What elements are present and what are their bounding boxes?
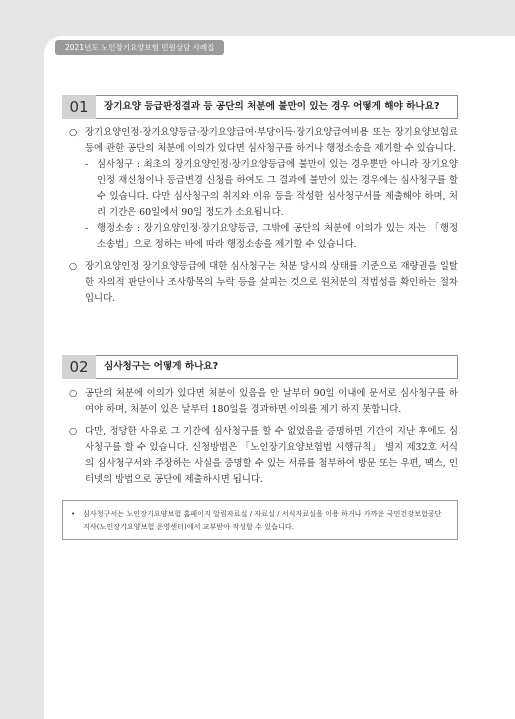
dash-bullet: - — [85, 223, 89, 234]
paragraph-text: 장기요양인정·장기요양등급·장기요양급여·부당이득·장기요양급여비용 또는 장기요양보험료 등에 관한 공단의 처분에 이의가 있다면 심사청구를 하거나 행정소송을 제기할 수 있습니다. — [85, 127, 458, 154]
note-text: 심사청구서는 노인장기요양보험 홈페이지 알림자료실 / 자료실 / 서식자료실을 이용 하거나 가까운 국민건강보험공단 지사(노인장기요양보험 운영센터)에서 교부받아 작성할 수 있습니다. — [83, 509, 442, 531]
circle-bullet: ○ — [69, 388, 78, 399]
paragraph-text: 공단의 처분에 이의가 있다면 처분이 있음을 안 날부터 90일 이내에 문서로 심사청구를 하여야 하며, 처분이 있은 날부터 180일을 경과하면 이의를 제기 하지 못합니다. — [85, 388, 458, 415]
paragraph-text: 장기요양인정 장기요양등급에 대한 심사청구는 처분 당시의 상태를 기준으로 재량권을 일탈한 자의적 판단이나 조사항목의 누락 등을 살피는 것으로 원처분의 적법성을 확인하는 절차입니다. — [85, 261, 458, 304]
question-number: 01 — [62, 95, 96, 119]
question-header-02 — [62, 355, 458, 379]
question-title: 장기요양 등급판정결과 등 공단의 처분에 불만이 있는 경우 어떻게 해야 하나요? — [96, 95, 458, 119]
answer-block-02 — [66, 386, 458, 488]
sub-item-text: 행정소송 : 장기요양인정·장기요양등급, 그밖에 공단의 처분에 이의가 있는 자는 「행정소송법」으로 정하는 바에 따라 행정소송을 제기할 수 있습니다. — [97, 223, 458, 250]
answer-paragraph — [66, 259, 458, 307]
question-number: 02 — [62, 355, 96, 379]
dash-bullet: - — [85, 159, 89, 170]
note-box — [62, 500, 458, 540]
answer-paragraph — [66, 424, 458, 488]
circle-bullet: ○ — [69, 261, 78, 272]
sub-item-text: 심사청구 : 최초의 장기요양인정·장기요양등급에 불만이 있는 경우뿐만 아니라 장기요양인정 재신청이나 등급변경 신청을 하여도 그 결과에 불만이 있는 경우에는 심사청구를 할 수 있습니다. 다만 심사청구의 취지와 이유 등을 작성한 심사청구서를 제출해야 하며, 처리 기간은 60일에서 90일 정도가 소요됩니다. — [97, 159, 458, 218]
note-bullet: • — [71, 509, 76, 518]
answer-paragraph — [66, 125, 458, 157]
paragraph-text: 다만, 정당한 사유로 그 기간에 심사청구를 할 수 없었음을 증명하면 기간이 지난 후에도 심사청구를 할 수 있습니다. 신청방법은 「노인장기요양보험법 시행규칙」 별지 제32호 서식의 심사청구서와 주장하는 사실을 증명할 수 있는 서류를 첨부하여 방문 또는 우편, 팩스, 인터넷의 방법으로 공단에 제출하시면 됩니다. — [85, 426, 458, 485]
running-header: 2021년도 노인장기요양보험 민원상담 사례집 — [55, 40, 224, 55]
circle-bullet: ○ — [69, 426, 78, 437]
answer-paragraph — [66, 386, 458, 418]
question-header-01 — [62, 95, 458, 119]
sub-item-administrative-litigation — [85, 221, 458, 253]
answer-block-01 — [66, 125, 458, 307]
question-title: 심사청구는 어떻게 하나요? — [96, 355, 458, 379]
circle-bullet: ○ — [69, 127, 78, 138]
sub-item-review-request — [85, 157, 458, 221]
